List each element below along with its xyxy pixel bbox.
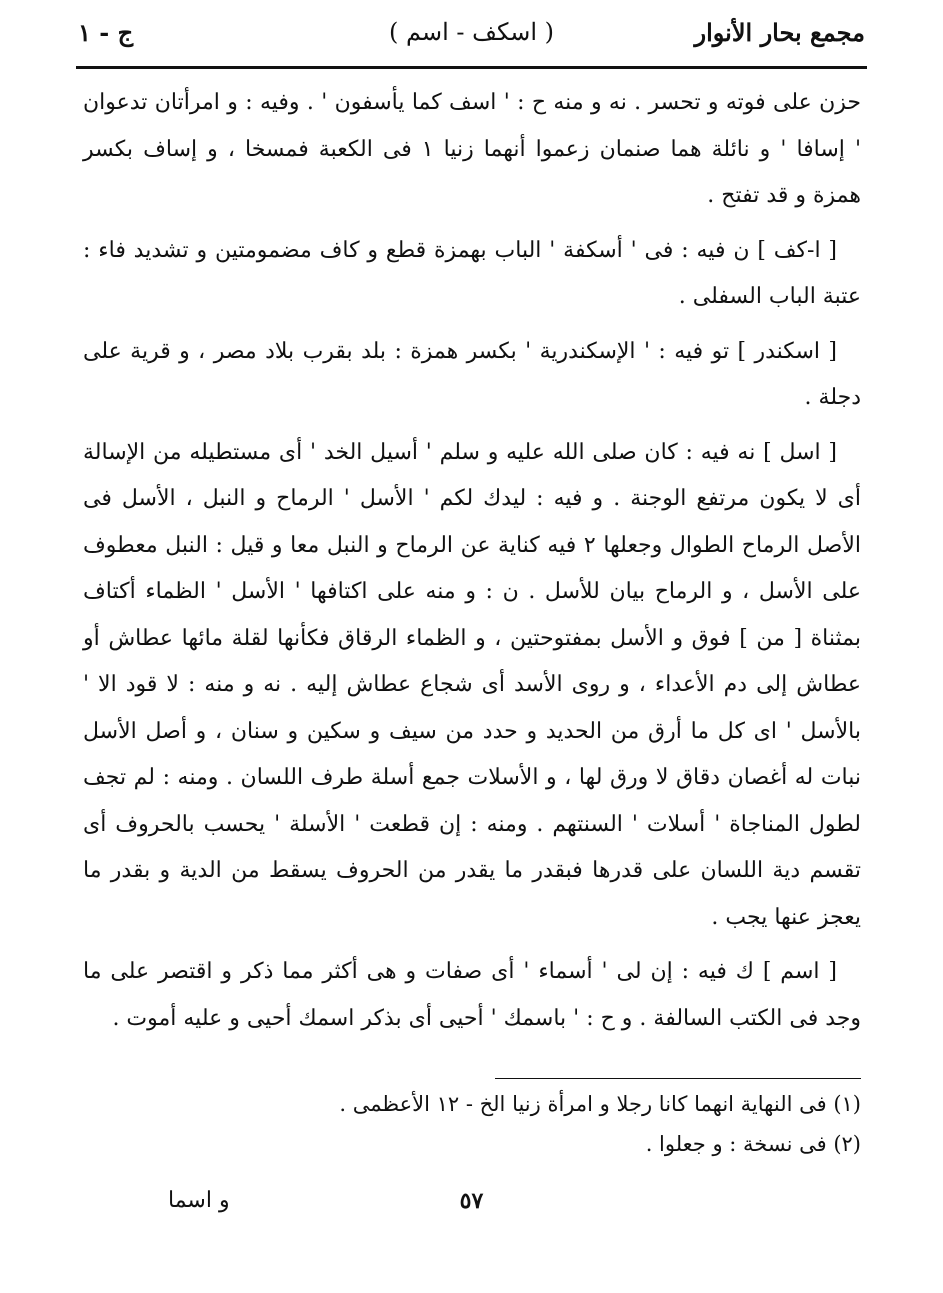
main-text	[83, 80, 861, 1050]
footnotes	[83, 1084, 861, 1164]
footnote-1: (١) فى النهاية انهما كانا رجلا و امرأة زنيا الخ - ١٢ الأعظمى .	[339, 1092, 861, 1116]
footnote-2: (٢) فى نسخة : و جعلوا .	[645, 1132, 861, 1156]
page-number: ٥٧	[459, 1188, 484, 1214]
paragraph-ism: [ اسم ] ك فيه : إن لى ' أسماء ' أى صفات و هى أكثر مما ذكر و اقتصر على ما وجد فى الكتب السالفة . و ح : ' باسمك ' أحيى أى بذكر اسمك أحيى و عليه أموت .	[83, 959, 861, 1031]
paragraph-asal: [ اسل ] نه فيه : كان صلى الله عليه و سلم ' أسيل الخد ' أى مستطيله من الإسالة أى لا يكون مرتفع الوجنة . و فيه : ليدك لكم ' الأسل ' الرماح و النبل ، الأسل فى الأصل الرماح الطوال وجعلها ٢ فيه كناية عن الرماح و النبل معا و قيل : النبل معطوف على الأسل ، و الرماح بيان للأسل . ن : و منه على اكتافها ' الأسل ' الظماء أكتاف بمثناة [ من ] فوق و الأسل بمفتوحتين ، و الظماء الرقاق فكأنها لقلة مائها عطاش أو عطاش إلى دم الأعداء ، و روى الأسد أى شجاع عطاش إليه . نه و منه : لا قود الا ' بالأسل ' اى كل ما أرق من الحديد و حدد من سيف و سكين و سنان ، و أصل الأسل نبات له أغصان دقاق لا ورق لها ، و الأسلات جمع أسلة طرف اللسان . ومنه : لم تجف لطول المناجاة ' أسلات ' السنتهم . ومنه : إن قطعت ' الأسلة ' يحسب بالحروف أى تقسم دية اللسان على قدرها فبقدر ما يقدر من الحروف يسقط من الدية و بقدر ما يعجز عنها يجب .	[83, 439, 861, 930]
header-divider	[76, 66, 867, 69]
running-header	[78, 18, 865, 60]
paragraph: حزن على فوته و تحسر . نه و منه ح : ' اسف كما يأسفون ' . وفيه : و امرأتان تدعوان ' إسافا ' و نائلة هما صنمان زعموا أنهما زنيا ١ فى الكعبة فمسخا ، و إساف بكسر همزة و قد تفتح .	[83, 90, 862, 208]
paragraph-askaf: [ ا-كف ] ن فيه : فى ' أسكفة ' الباب بهمزة قطع و كاف مضمومتين و تشديد فاء : عتبة الباب السفلى .	[83, 237, 861, 309]
catchword: و اسما	[168, 1188, 230, 1213]
paragraph-iskandar: [ اسكندر ] تو فيه : ' الإسكندرية ' بكسر همزة : بلد بقرب بلاد مصر ، و قرية على دجلة .	[83, 338, 861, 410]
book-title: مجمع بحار الأنوار	[694, 18, 865, 47]
volume-number: ج - ١	[78, 18, 134, 47]
page-footer	[0, 1188, 943, 1228]
footnote-divider	[495, 1078, 861, 1079]
entry-range: ( اسكف - اسم )	[389, 18, 554, 46]
